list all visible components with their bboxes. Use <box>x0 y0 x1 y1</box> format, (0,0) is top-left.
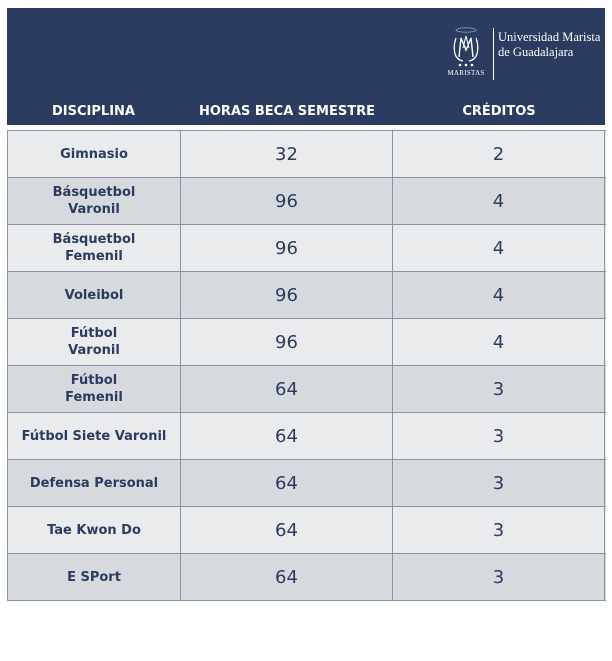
university-name-line2: de Guadalajara <box>498 45 574 59</box>
discipline-name-line: Femenil <box>65 390 123 405</box>
credits-cell <box>393 272 605 318</box>
hours-value: 64 <box>275 378 298 400</box>
hours-value: 64 <box>275 472 298 494</box>
discipline-name <box>61 372 127 406</box>
table-row <box>8 366 606 413</box>
hours-value: 96 <box>275 237 298 259</box>
disciplines-table <box>7 130 606 601</box>
hours-value: 64 <box>275 425 298 447</box>
column-header-disciplina: DISCIPLINA <box>52 104 135 119</box>
credits-value: 4 <box>492 237 505 259</box>
maristas-emblem <box>441 24 491 82</box>
credits-cell <box>393 413 605 459</box>
credits-value: 3 <box>492 378 505 400</box>
table-row <box>8 272 606 319</box>
table-row <box>8 554 606 601</box>
discipline-name-line: Femenil <box>65 249 123 264</box>
hours-value: 64 <box>275 566 298 588</box>
hours-cell <box>181 225 393 271</box>
column-header-horas: HORAS BECA SEMESTRE <box>199 104 375 119</box>
hours-cell <box>181 413 393 459</box>
table-row <box>8 131 606 178</box>
hours-value: 96 <box>275 284 298 306</box>
discipline-name-line: Gimnasio <box>60 146 128 162</box>
discipline-name <box>26 475 162 492</box>
column-header-creditos: CRÉDITOS <box>462 104 536 119</box>
credits-cell <box>393 366 605 412</box>
credits-value: 4 <box>492 284 505 306</box>
table-row <box>8 413 606 460</box>
table-row <box>8 225 606 272</box>
hours-cell <box>181 460 393 506</box>
logo-divider <box>493 28 494 80</box>
hours-cell <box>181 131 393 177</box>
table-row <box>8 460 606 507</box>
credits-value: 3 <box>492 425 505 447</box>
table-row <box>8 319 606 366</box>
hours-cell <box>181 366 393 412</box>
credits-cell <box>393 225 605 271</box>
hours-value: 64 <box>275 519 298 541</box>
discipline-cell <box>8 319 181 365</box>
university-name-line1: Universidad Marista <box>498 30 601 44</box>
credits-value: 3 <box>492 472 505 494</box>
discipline-cell <box>8 178 181 224</box>
credits-cell <box>393 507 605 553</box>
discipline-cell <box>8 460 181 506</box>
hours-cell <box>181 272 393 318</box>
discipline-name-line: Básquetbol <box>52 232 136 247</box>
discipline-name-line: Varonil <box>68 202 120 217</box>
credits-value: 3 <box>492 519 505 541</box>
credits-value: 2 <box>492 143 505 165</box>
discipline-cell <box>8 507 181 553</box>
credits-cell <box>393 319 605 365</box>
university-logo <box>441 24 605 82</box>
hours-value: 32 <box>275 143 298 165</box>
discipline-name <box>63 569 125 586</box>
credits-value: 4 <box>492 331 505 353</box>
table-row <box>8 507 606 554</box>
hours-cell <box>181 554 393 600</box>
discipline-name-line: Tae Kwon Do <box>47 522 141 538</box>
hours-cell <box>181 319 393 365</box>
hours-cell <box>181 507 393 553</box>
hours-cell <box>181 178 393 224</box>
discipline-name <box>43 522 145 539</box>
discipline-name <box>49 184 140 218</box>
credits-cell <box>393 554 605 600</box>
discipline-name <box>56 146 132 163</box>
discipline-name <box>49 231 140 265</box>
discipline-cell <box>8 413 181 459</box>
discipline-name-line: Básquetbol <box>52 185 136 200</box>
discipline-cell <box>8 554 181 600</box>
discipline-name-line: Defensa Personal <box>29 475 159 491</box>
hours-value: 96 <box>275 190 298 212</box>
discipline-cell <box>8 366 181 412</box>
discipline-name <box>18 428 171 445</box>
credits-cell <box>393 131 605 177</box>
table-row <box>8 178 606 225</box>
discipline-name-line: Fútbol <box>70 373 118 388</box>
maristas-label: MARISTAS <box>447 69 485 77</box>
credits-cell <box>393 178 605 224</box>
discipline-name <box>61 287 128 304</box>
discipline-cell <box>8 131 181 177</box>
discipline-name-line: Fútbol <box>70 326 118 341</box>
university-name <box>498 30 600 60</box>
discipline-cell <box>8 225 181 271</box>
discipline-name-line: Varonil <box>68 343 120 358</box>
credits-cell <box>393 460 605 506</box>
discipline-name-line: Fútbol Siete Varonil <box>21 428 167 444</box>
discipline-name <box>64 325 124 359</box>
discipline-name-line: E SPort <box>67 569 121 585</box>
discipline-cell <box>8 272 181 318</box>
monogram-icon <box>441 24 491 72</box>
hours-value: 96 <box>275 331 298 353</box>
credits-value: 3 <box>492 566 505 588</box>
discipline-name-line: Voleibol <box>64 287 124 303</box>
credits-value: 4 <box>492 190 505 212</box>
